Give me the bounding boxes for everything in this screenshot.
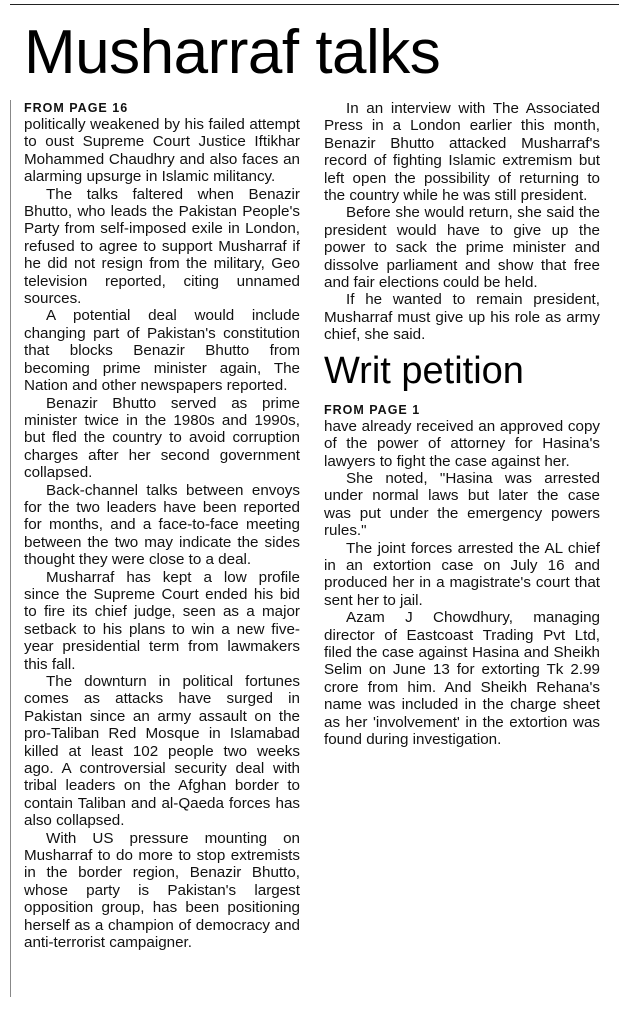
- from-page-16-kicker: FROM PAGE 16: [24, 101, 129, 115]
- article-paragraph: have already received an approved copy of the power of attorney for Hasina's lawyers to fight the case against her.: [324, 417, 600, 470]
- article-paragraph: She noted, "Hasina was arrested under normal laws but later the case was put under the emergency powers rules.": [324, 469, 600, 540]
- from-page-1-kicker: FROM PAGE 1: [324, 402, 421, 417]
- musharraf-headline: Musharraf talks: [24, 18, 441, 87]
- article-paragraph: Azam J Chowdhury, managing director of Eastcoast Trading Pvt Ltd, filed the case against Hasina and Sheikh Selim on June 13 for extorting Tk 2.99 crore from him. And Sheikh Rehana's name was included in the charge sheet as her 'involvement' in the extortion was found during investigation.: [324, 609, 600, 748]
- article-paragraph: In an interview with The Associated Press in a London earlier this month, Benazir Bhutto attacked Musharraf's record of fighting Islamic extremism but left open the possibility of returning to the country while he was still president.: [324, 100, 600, 205]
- writ-petition-headline: Writ petition: [324, 349, 524, 392]
- article-paragraph: The downturn in political fortunes comes as attacks have surged in Pakistan since an army assault on the pro-Taliban Red Mosque in Islamabad killed at least 102 people two weeks ago. A controversial security deal with tribal leaders on the Afghan border to contain Taliban and al-Qaeda forces has also collapsed.: [24, 673, 300, 830]
- right-column: [324, 100, 600, 748]
- article-paragraph: A potential deal would include changing part of Pakistan's constitution that blocks Benazir Bhutto from becoming prime minister again, The Nation and other newspapers reported.: [24, 307, 300, 395]
- article-paragraph: With US pressure mounting on Musharraf to do more to stop extremists in the border region, Benazir Bhutto, whose party is Pakistan's largest opposition group, has been positioning herself as a champion of democracy and anti-terrorist campaigner.: [24, 829, 300, 952]
- article-paragraph: Benazir Bhutto served as prime minister twice in the 1980s and 1990s, but fled the country to avoid corruption charges after her second government collapsed.: [24, 394, 300, 482]
- article-paragraph: Before she would return, she said the president would have to give up the power to sack the prime minister and dissolve parliament and show that free and fair elections could be held.: [324, 204, 600, 292]
- top-rule: [10, 4, 619, 5]
- article-paragraph: The joint forces arrested the AL chief in an extortion case on July 16 and produced her in a magistrate's court that sent her to jail.: [324, 539, 600, 609]
- article-paragraph: Back-channel talks between envoys for the two leaders have been reported for months, and a face-to-face meeting between the two may indicate the sides thought they were close to a deal.: [24, 481, 300, 569]
- article-paragraph: The talks faltered when Benazir Bhutto, who leads the Pakistan People's Party from self-imposed exile in London, refused to agree to support Musharraf if he did not resign from the military, Geo television reported, citing unnamed sources.: [24, 185, 300, 308]
- article-paragraph: If he wanted to remain president, Musharraf must give up his role as army chief, she said.: [324, 291, 600, 344]
- article-paragraph: politically weakened by his failed attempt to oust Supreme Court Justice Iftikhar Mohammed Chaudhry and also faces an alarming upsurge in Islamic militancy.: [24, 116, 300, 186]
- left-rule: [10, 100, 11, 997]
- left-column: [24, 100, 300, 952]
- article-paragraph: Musharraf has kept a low profile since the Supreme Court ended his bid to fire its chief judge, seen as a major setback to his plans to win a new five-year presidential term from lawmakers this fall.: [24, 568, 300, 673]
